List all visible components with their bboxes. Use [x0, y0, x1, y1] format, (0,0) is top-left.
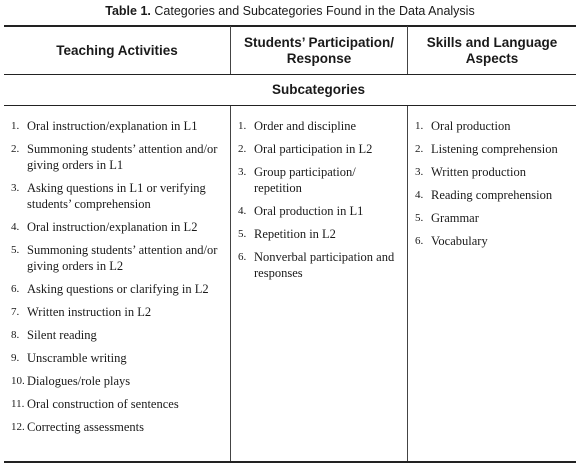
- item-text: Oral production in L1: [254, 204, 364, 218]
- item-number: 12.: [11, 421, 25, 433]
- list-item: [415, 164, 573, 180]
- students-participation-list: [238, 118, 400, 281]
- item-number: 3.: [415, 166, 424, 178]
- item-text: Nonverbal participation and responses: [254, 250, 395, 280]
- column-divider-4: [407, 106, 408, 461]
- list-item: [11, 141, 223, 173]
- list-item: [11, 118, 223, 134]
- list-item: [238, 203, 400, 219]
- item-text: Asking questions in L1 or verifying students’ comprehension: [27, 181, 206, 211]
- header-rule: [4, 74, 576, 75]
- item-number: 3.: [11, 182, 20, 194]
- item-number: 5.: [238, 228, 247, 240]
- item-text: Listening comprehension: [431, 142, 558, 156]
- item-text: Oral instruction/explanation in L2: [27, 220, 198, 234]
- list-item: [415, 210, 573, 226]
- item-text: Unscramble writing: [27, 351, 127, 365]
- item-number: 6.: [11, 283, 20, 295]
- list-item: [238, 164, 400, 196]
- item-number: 10.: [11, 375, 25, 387]
- list-item: [11, 219, 223, 235]
- list-item: [11, 419, 223, 435]
- subcategory-rule: [4, 105, 576, 106]
- item-text: Oral instruction/explanation in L1: [27, 119, 198, 133]
- item-number: 2.: [415, 143, 424, 155]
- list-item: [11, 180, 223, 212]
- item-number: 11.: [11, 398, 25, 410]
- item-text: Correcting assessments: [27, 420, 144, 434]
- item-number: 1.: [415, 120, 424, 132]
- item-text: Written instruction in L2: [27, 305, 152, 319]
- bottom-rule: [4, 461, 576, 463]
- item-number: 7.: [11, 306, 20, 318]
- item-number: 9.: [11, 352, 20, 364]
- item-text: Oral production: [431, 119, 511, 133]
- item-text: Asking questions or clarifying in L2: [27, 282, 209, 296]
- item-number: 4.: [11, 221, 20, 233]
- table-caption-text: Categories and Subcategories Found in the Data Analysis: [154, 4, 475, 18]
- item-text: Group participation/ repetition: [254, 165, 356, 195]
- item-number: 8.: [11, 329, 20, 341]
- item-text: Grammar: [431, 211, 479, 225]
- subcategories-heading: Subcategories: [271, 82, 366, 97]
- list-item: [238, 141, 400, 157]
- item-text: Oral construction of sentences: [27, 397, 179, 411]
- list-item: [11, 396, 223, 412]
- top-rule: [4, 25, 576, 27]
- item-number: 5.: [11, 244, 20, 256]
- header-skills-language: Skills and Language Aspects: [426, 35, 558, 66]
- item-text: Reading comprehension: [431, 188, 553, 202]
- table-caption: [0, 4, 580, 18]
- item-text: Repetition in L2: [254, 227, 336, 241]
- list-item: [415, 118, 573, 134]
- item-number: 1.: [11, 120, 20, 132]
- teaching-activities-list: [11, 118, 223, 435]
- item-number: 4.: [238, 205, 247, 217]
- list-item: [11, 350, 223, 366]
- header-students-participation: Students’ Participation/ Response: [243, 35, 395, 66]
- list-item: [11, 327, 223, 343]
- list-item: [415, 141, 573, 157]
- item-text: Written production: [431, 165, 526, 179]
- item-number: 3.: [238, 166, 247, 178]
- item-text: Summoning students’ attention and/or giving orders in L2: [27, 243, 218, 273]
- skills-language-list: [415, 118, 573, 249]
- header-teaching-activities: Teaching Activities: [56, 43, 178, 58]
- column-divider-1: [230, 26, 231, 74]
- column-divider-2: [407, 26, 408, 74]
- column-divider-3: [230, 106, 231, 461]
- item-text: Order and discipline: [254, 119, 357, 133]
- list-item: [238, 118, 400, 134]
- list-item: [238, 249, 400, 281]
- list-item: [11, 281, 223, 297]
- item-number: 1.: [238, 120, 247, 132]
- item-number: 4.: [415, 189, 424, 201]
- item-text: Dialogues/role plays: [27, 374, 131, 388]
- list-item: [11, 242, 223, 274]
- item-number: 6.: [238, 251, 247, 263]
- item-text: Oral participation in L2: [254, 142, 373, 156]
- item-number: 5.: [415, 212, 424, 224]
- item-text: Vocabulary: [431, 234, 488, 248]
- list-item: [238, 226, 400, 242]
- item-number: 6.: [415, 235, 424, 247]
- item-text: Silent reading: [27, 328, 97, 342]
- item-number: 2.: [11, 143, 20, 155]
- list-item: [11, 304, 223, 320]
- list-item: [415, 187, 573, 203]
- item-number: 2.: [238, 143, 247, 155]
- list-item: [11, 373, 223, 389]
- table-caption-label: Table 1.: [105, 4, 151, 18]
- item-text: Summoning students’ attention and/or giving orders in L1: [27, 142, 218, 172]
- list-item: [415, 233, 573, 249]
